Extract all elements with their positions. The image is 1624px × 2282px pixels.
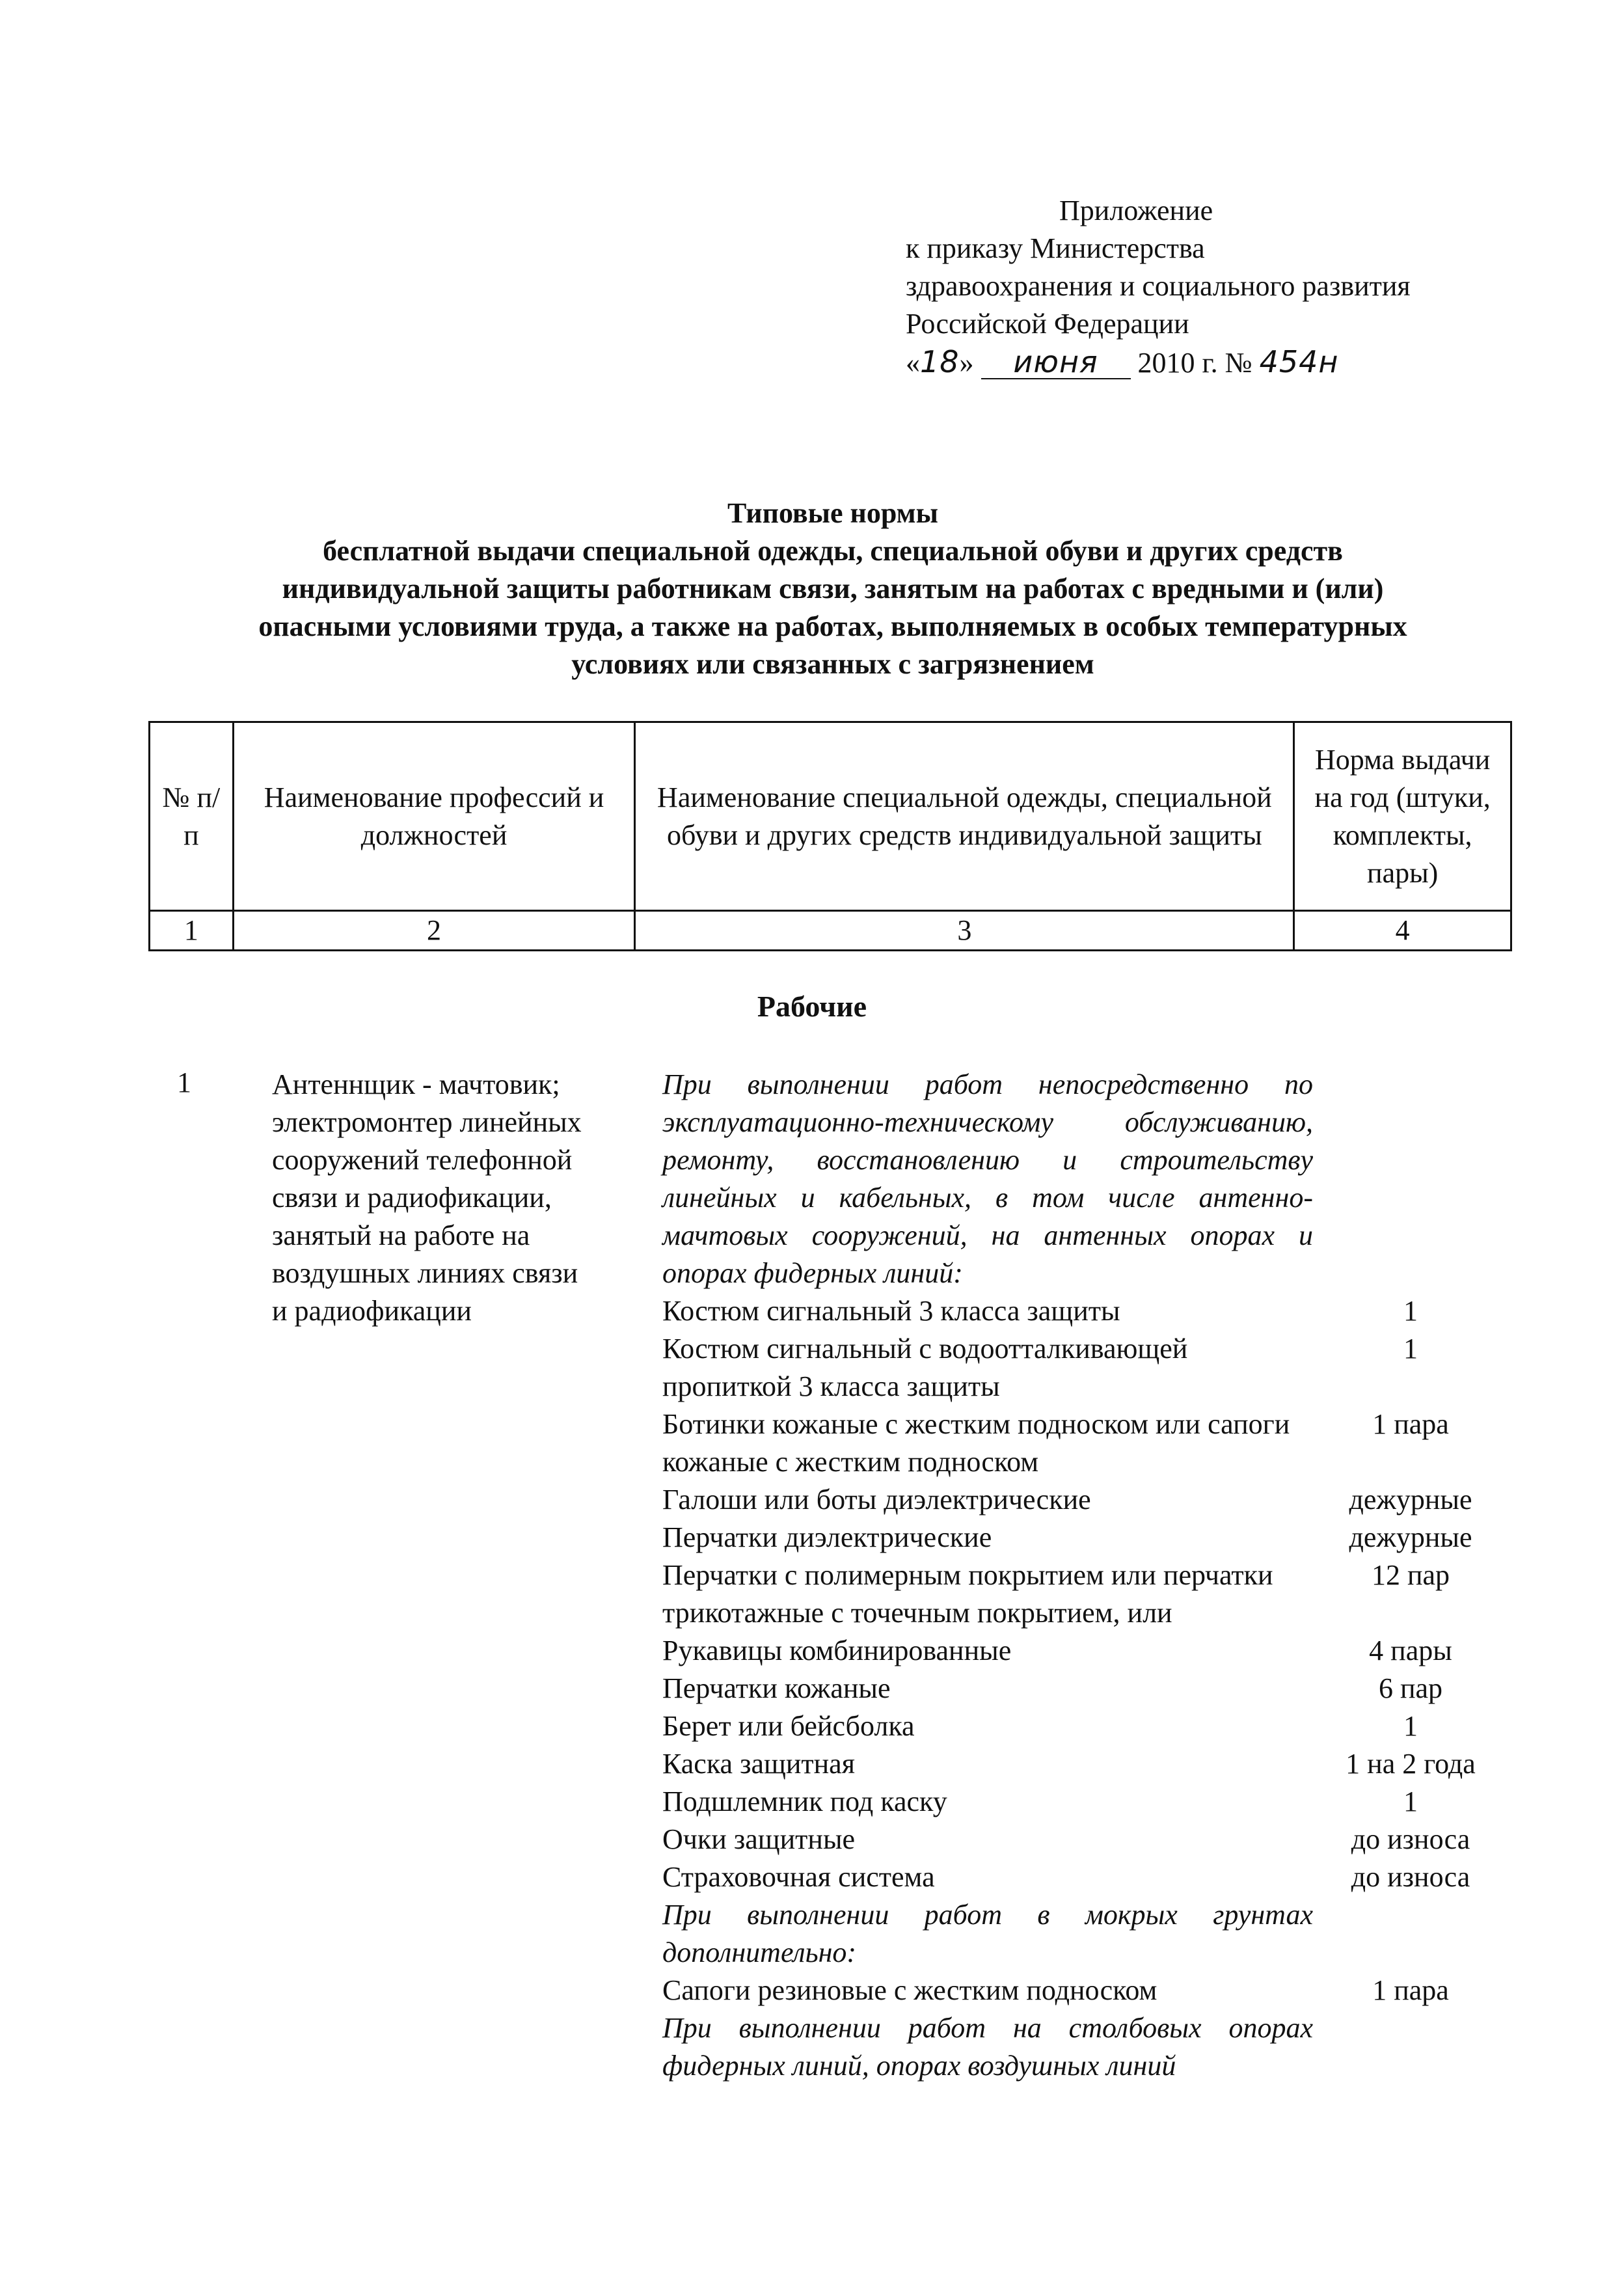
item-name: Перчатки диэлектрические (662, 1521, 992, 1553)
col-header-profession: Наименование профессий и должностей (233, 722, 635, 911)
order-year: 2010 г. (1137, 347, 1218, 379)
item-norm: 1 (1403, 1295, 1418, 1327)
profession-line: воздушных линиях связи (272, 1257, 578, 1289)
list-item (662, 1519, 1508, 1556)
profession-line: занятый на работе на (272, 1219, 530, 1251)
list-item (662, 1481, 1508, 1519)
list-item (662, 1821, 1508, 1858)
item-name: Берет или бейсболка (662, 1710, 915, 1742)
list-item (662, 1783, 1508, 1821)
handwritten-day: 18 (920, 344, 960, 379)
appendix-line: к приказу Министерства (906, 232, 1205, 264)
item-norm: до износа (1351, 1823, 1470, 1855)
handwritten-month: июня (981, 346, 1131, 379)
item-name: Каска защитная (662, 1748, 855, 1780)
list-item (662, 1707, 1508, 1745)
item-norm: 1 пара (1372, 1974, 1449, 2006)
title-line: индивидуальной защиты работникам связи, занятым на работах с вредными и (или) (282, 573, 1384, 604)
item-name: Перчатки кожаные (662, 1672, 891, 1704)
col-header-equipment: Наименование специальной одежды, специальной обуви и других средств индивидуальной защиты (635, 722, 1294, 911)
handwritten-order-number: 454н (1259, 344, 1339, 379)
list-item (662, 1632, 1508, 1670)
list-item (662, 1330, 1508, 1406)
item-name: Ботинки кожаные с жестким подноском или сапоги кожаные с жестким подноском (662, 1408, 1290, 1478)
item-name: Страховочная система (662, 1861, 935, 1893)
item-name: Костюм сигнальный 3 класса защиты (662, 1295, 1120, 1327)
col-index: 3 (635, 911, 1294, 951)
condition-note: При выполнении работ непосредственно по эксплуатационно-техническому обслуживанию, ремонту, восстановлению и строительству линейных и кабельных, в том числе антенно-мачтовых сооружений, на антенных опорах и опорах фидерных линий: (662, 1068, 1313, 1289)
order-date-line (906, 343, 1411, 382)
condition-note: При выполнении работ в мокрых грунтах дополнительно: (662, 1899, 1313, 1968)
profession-line: Антеннщик - мачтовик; (272, 1068, 560, 1100)
item-name: Костюм сигнальный с водоотталкивающей пропиткой 3 класса защиты (662, 1333, 1188, 1402)
section-title: Рабочие (757, 990, 867, 1023)
profession-line: и радиофикации (272, 1295, 472, 1327)
appendix-block (906, 192, 1411, 382)
item-norm: 1 (1403, 1786, 1418, 1817)
item-norm: 12 пар (1371, 1559, 1450, 1591)
title-line: Типовые нормы (727, 497, 938, 529)
appendix-line: Приложение (1059, 195, 1213, 226)
item-norm: 1 пара (1372, 1408, 1449, 1440)
appendix-line: Российской Федерации (906, 308, 1189, 340)
item-name: Рукавицы комбинированные (662, 1635, 1012, 1666)
norms-table-header (148, 721, 1512, 951)
item-norm: 1 (1403, 1333, 1418, 1365)
profession-line: электромонтер линейных (272, 1106, 582, 1138)
item-name: Подшлемник под каску (662, 1786, 947, 1817)
item-norm: дежурные (1349, 1484, 1472, 1515)
item-norm: 1 на 2 года (1346, 1748, 1476, 1780)
list-item (662, 1556, 1508, 1632)
list-item (662, 1292, 1508, 1330)
list-item (662, 1406, 1508, 1481)
appendix-line: здравоохранения и социального развития (906, 270, 1411, 302)
item-name: Сапоги резиновые с жестким подноском (662, 1974, 1157, 2006)
title-line: условиях или связанных с загрязнением (571, 648, 1094, 680)
col-header-number: № п/п (150, 722, 234, 911)
col-index: 2 (233, 911, 635, 951)
entry-profession (272, 1066, 649, 1330)
document-title (130, 495, 1536, 683)
entry-equipment-list (662, 1066, 1508, 2085)
item-norm: 1 (1403, 1710, 1418, 1742)
profession-line: связи и радиофикации, (272, 1182, 552, 1214)
list-item (662, 1972, 1508, 2009)
entry-number: 1 (177, 1066, 191, 1098)
item-name: Галоши или боты диэлектрические (662, 1484, 1091, 1515)
condition-note: При выполнении работ на столбовых опорах фидерных линий, опорах воздушных линий (662, 2012, 1313, 2082)
profession-line: сооружений телефонной (272, 1144, 573, 1176)
title-line: опасными условиями труда, а также на работах, выполняемых в особых температурных (258, 610, 1407, 642)
list-item (662, 1745, 1508, 1783)
item-norm: дежурные (1349, 1521, 1472, 1553)
col-index: 4 (1294, 911, 1511, 951)
item-name: Очки защитные (662, 1823, 856, 1855)
item-norm: до износа (1351, 1861, 1470, 1893)
number-sign: № (1225, 347, 1252, 379)
date-open-quote: « (906, 347, 920, 379)
title-line: бесплатной выдачи специальной одежды, специальной обуви и других средств (323, 535, 1343, 567)
item-norm: 6 пар (1378, 1672, 1443, 1704)
item-name: Перчатки с полимерным покрытием или перчатки трикотажные с точечным покрытием, или (662, 1559, 1273, 1629)
list-item (662, 1858, 1508, 1896)
date-close-quote: » (959, 347, 974, 379)
col-header-norm: Норма выдачи на год (штуки, комплекты, пары) (1294, 722, 1511, 911)
list-item (662, 1670, 1508, 1707)
item-norm: 4 пары (1369, 1635, 1452, 1666)
col-index: 1 (150, 911, 234, 951)
